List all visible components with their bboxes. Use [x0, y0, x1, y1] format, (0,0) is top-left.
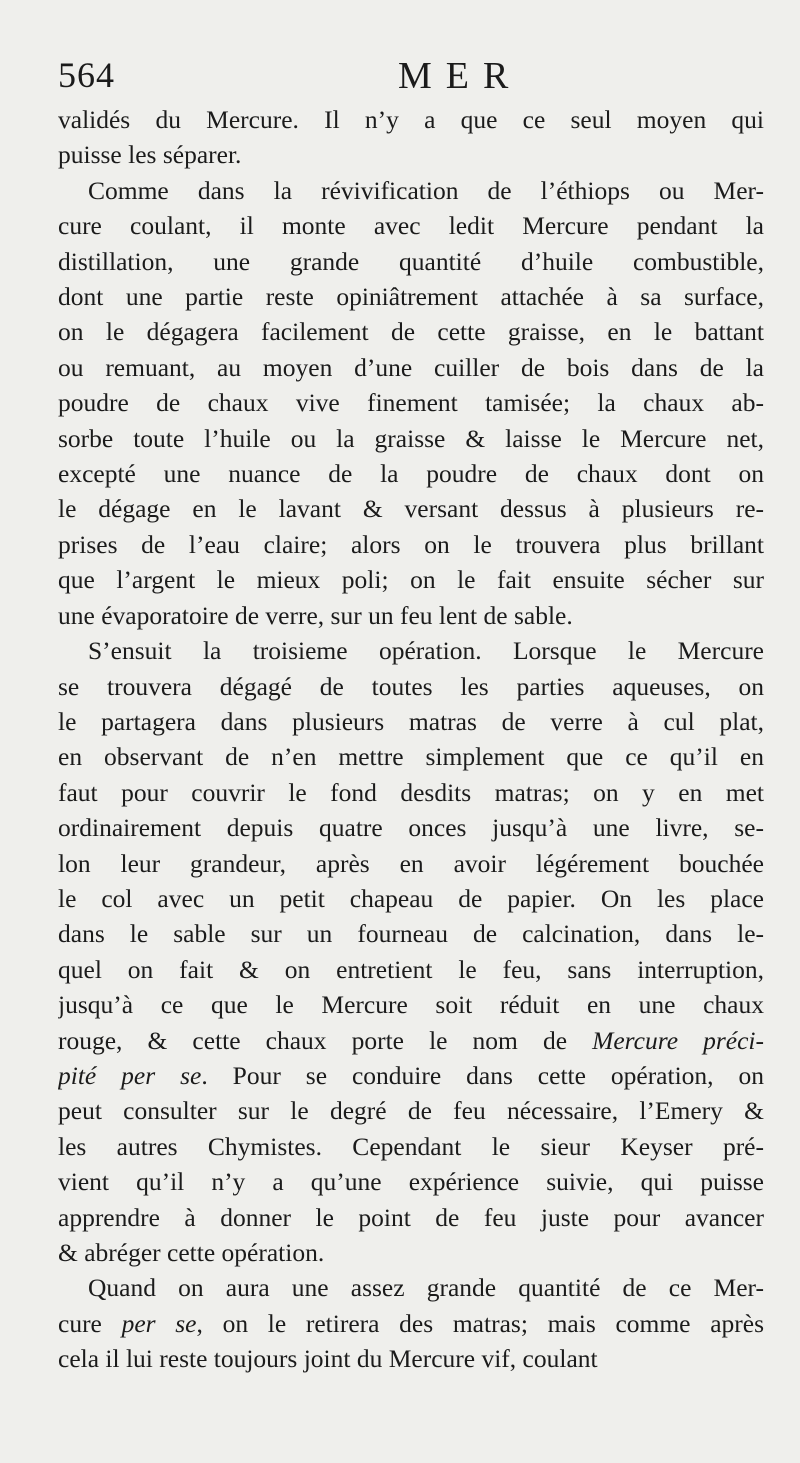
text-run: dont une partie reste opiniâtrement attachée à sa surface,	[58, 282, 764, 312]
text-line	[58, 314, 764, 349]
page-number: 564	[58, 55, 115, 95]
text-line	[58, 952, 764, 987]
text-run: prises de l’eau claire; alors on le trouvera plus brillant	[58, 529, 764, 559]
text-line	[58, 527, 764, 562]
text-run: puisse les séparer.	[58, 140, 242, 170]
text-line	[58, 846, 764, 881]
text-run: Quand on aura une assez grande quantité de ce Mer-	[88, 1273, 764, 1303]
text-run: rouge, & cette chaux porte le nom de	[58, 1025, 593, 1055]
text-line	[58, 173, 764, 208]
text-line	[58, 1023, 764, 1058]
text-run: on le dégagera facilement de cette graisse, en le battant	[58, 317, 764, 347]
text-run: les autres Chymistes. Cependant le sieur Keyser pré-	[58, 1131, 764, 1161]
text-line	[58, 102, 764, 137]
text-run: vient qu’il n’y a qu’une expérience suivie, qui puisse	[58, 1167, 764, 1197]
text-run: & abréger cette opération.	[58, 1238, 325, 1267]
text-line	[58, 137, 764, 172]
text-run: en observant de n’en mettre simplement que ce qu’il en	[58, 742, 764, 772]
text-run: . Pour se conduire dans cette opération, on	[201, 1060, 764, 1090]
text-run: faut pour couvrir le fond desdits matras; on y en met	[58, 777, 764, 807]
text-line	[58, 987, 764, 1022]
text-line	[58, 491, 764, 526]
italic-text-run: Mercure préci-	[592, 1025, 764, 1055]
text-line	[58, 456, 764, 491]
text-run: lon leur grandeur, après en avoir légérement bouchée	[58, 848, 764, 878]
text-run: jusqu’à ce que le Mercure soit réduit en une chaux	[58, 990, 764, 1020]
text-run: cure	[58, 1308, 122, 1338]
running-head: MER	[398, 55, 523, 97]
text-line	[58, 739, 764, 774]
italic-text-run: per se	[121, 1308, 197, 1338]
body-text	[58, 102, 764, 1377]
text-line	[58, 1093, 764, 1128]
text-run: que l’argent le mieux poli; on le fait ensuite sécher sur	[58, 565, 764, 595]
text-run: cela il lui reste toujours joint du Mercure vif, coulant	[58, 1344, 598, 1374]
text-run: , on le retirera des matras; mais comme après	[196, 1308, 764, 1338]
text-run: peut consulter sur le degré de feu nécessaire, l’Emery &	[58, 1096, 764, 1126]
text-run: le col avec un petit chapeau de papier. On les place	[58, 883, 764, 913]
text-line	[58, 598, 764, 633]
text-line	[58, 1129, 764, 1164]
text-line	[58, 810, 764, 845]
text-run: sorbe toute l’huile ou la graisse & laisse le Mercure net,	[58, 423, 764, 453]
text-run: le partagera dans plusieurs matras de verre à cul plat,	[58, 706, 764, 736]
text-run: distillation, une grande quantité d’huile combustible,	[58, 246, 764, 276]
text-line	[58, 633, 764, 668]
text-line	[58, 1270, 764, 1305]
text-line	[58, 1306, 764, 1341]
text-run: poudre de chaux vive finement tamisée; la chaux ab-	[58, 388, 764, 418]
text-line	[58, 385, 764, 420]
text-run: Comme dans la révivification de l’éthiops ou Mer-	[88, 175, 764, 205]
text-line	[58, 1235, 764, 1270]
text-line	[58, 421, 764, 456]
text-run: le dégage en le lavant & versant dessus à plusieurs re-	[58, 494, 764, 524]
page-header	[58, 54, 780, 104]
text-run: dans le sable sur un fourneau de calcination, dans le-	[58, 919, 764, 949]
text-run: ordinairement depuis quatre onces jusqu’à une livre, se-	[58, 813, 764, 843]
text-line	[58, 669, 764, 704]
text-run: une évaporatoire de verre, sur un feu lent de sable.	[58, 600, 573, 630]
text-run: S’ensuit la troisieme opération. Lorsque le Mercure	[88, 636, 764, 666]
text-line	[58, 350, 764, 385]
text-line	[58, 1341, 764, 1376]
text-run: apprendre à donner le point de feu juste pour avancer	[58, 1202, 764, 1232]
text-line	[58, 704, 764, 739]
text-line	[58, 775, 764, 810]
text-line	[58, 208, 764, 243]
text-run: excepté une nuance de la poudre de chaux dont on	[58, 459, 764, 489]
text-line	[58, 244, 764, 279]
text-run: validés du Mercure. Il n’y a que ce seul moyen qui	[58, 105, 764, 134]
text-run: quel on fait & on entretient le feu, sans interruption,	[58, 954, 764, 984]
text-line	[58, 916, 764, 951]
text-line	[58, 1200, 764, 1235]
text-line	[58, 1164, 764, 1199]
text-run: ou remuant, au moyen d’une cuiller de bois dans de la	[58, 352, 764, 382]
text-line	[58, 562, 764, 597]
text-line	[58, 881, 764, 916]
text-line	[58, 279, 764, 314]
text-run: cure coulant, il monte avec ledit Mercure pendant la	[58, 211, 764, 241]
text-run: se trouvera dégagé de toutes les parties aqueuses, on	[58, 671, 764, 701]
text-line	[58, 1058, 764, 1093]
italic-text-run: pité per se	[58, 1060, 202, 1090]
